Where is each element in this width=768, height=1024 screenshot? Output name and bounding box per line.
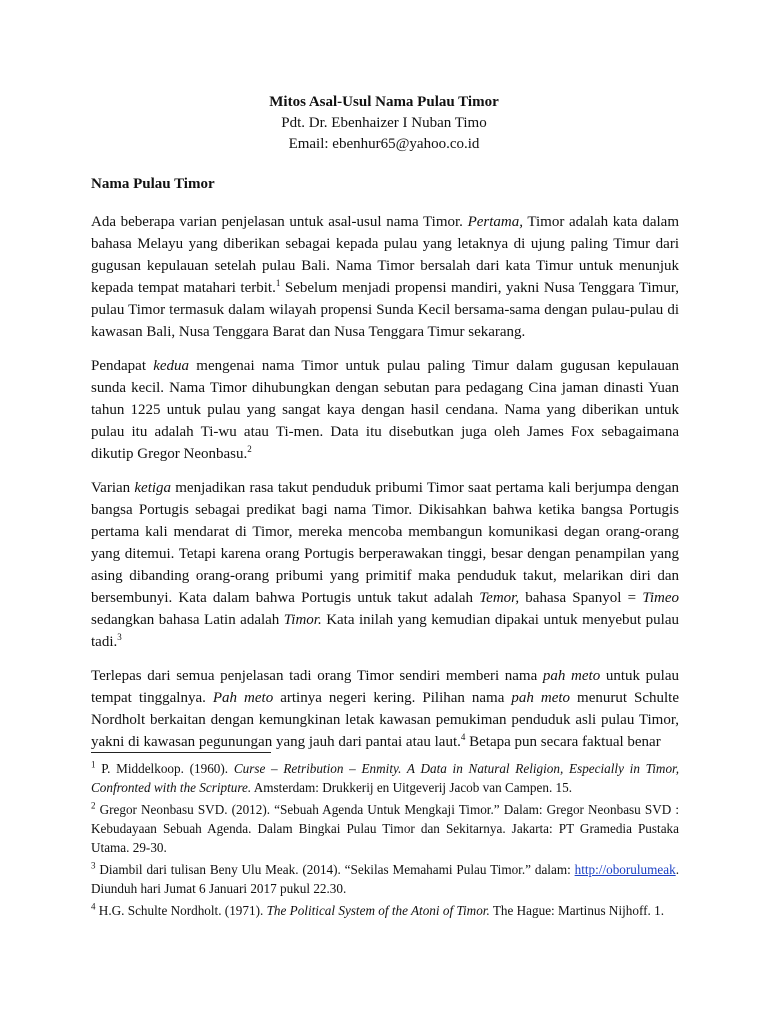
text-run: menurut Schulte Nordholt berkaitan dengan kemungkinan letak kawasan pemukiman penduduk asli pulau Timor, yakni di kawasan pegunungan yang jauh dari pantai atau laut. bbox=[91, 690, 680, 750]
section-heading: Nama Pulau Timor bbox=[91, 176, 215, 192]
text-run: Ada beberapa varian penjelasan untuk asal-usul nama Timor. bbox=[91, 214, 468, 230]
author-email: Email: ebenhur65@yahoo.co.id bbox=[288, 136, 480, 152]
text-run: artinya negeri kering. Pilihan nama bbox=[273, 690, 512, 706]
paragraph-1 bbox=[91, 211, 679, 343]
footnote-number: 1 bbox=[91, 759, 96, 770]
footnote-3 bbox=[91, 860, 679, 898]
italic-run: pah meto bbox=[511, 690, 571, 706]
text-run: Sebelum menjadi propensi mandiri, yakni Nusa Tenggara Timur, pulau Timor termasuk dalam wilayah propensi Sunda Kecil bersama-sama dengan pulau-pulau di kawasan Bali, Nusa Tenggara Barat dan Nusa Tenggara Timur sekarang. bbox=[91, 280, 679, 340]
text-run: Kata inilah yang kemudian dipakai untuk menyebut pulau tadi. bbox=[91, 612, 680, 650]
text-run: sedangkan bahasa Latin adalah bbox=[91, 612, 284, 628]
footnote-4 bbox=[91, 901, 679, 920]
footnote-1 bbox=[91, 759, 679, 797]
body-text bbox=[91, 211, 679, 765]
document-title: Mitos Asal-Usul Nama Pulau Timor bbox=[269, 94, 499, 110]
footnote-2 bbox=[91, 800, 679, 857]
footnote-number: 4 bbox=[91, 901, 96, 912]
text-run: Betapa pun secara faktual benar bbox=[465, 734, 661, 750]
paragraph-3 bbox=[91, 477, 679, 653]
footnote-ref-1[interactable]: 1 bbox=[275, 278, 281, 288]
text-run: P. Middelkoop. (1960). bbox=[95, 761, 234, 776]
text-run: Amsterdam: Drukkerij en Uitgeverij Jacob van Campen. 15. bbox=[251, 780, 573, 795]
text-run: Pendapat bbox=[91, 358, 154, 374]
text-run: The Hague: Martinus Nijhoff. 1. bbox=[489, 903, 665, 918]
text-run: . Diunduh hari Jumat 6 Januari 2017 pukul 22.30. bbox=[91, 862, 679, 896]
italic-run: Timor. bbox=[283, 612, 322, 628]
source-link[interactable]: http://oborulumeak bbox=[574, 862, 676, 877]
italic-run: pah meto bbox=[542, 668, 601, 684]
footnote-number: 3 bbox=[91, 860, 96, 871]
footnote-ref-3[interactable]: 3 bbox=[117, 632, 122, 642]
paragraph-4 bbox=[91, 665, 679, 753]
italic-run: ketiga bbox=[134, 480, 172, 496]
text-run: bahasa Spanyol = bbox=[519, 590, 643, 606]
text-run: Varian bbox=[91, 480, 135, 496]
author-name: Pdt. Dr. Ebenhaizer I Nuban Timo bbox=[281, 115, 487, 131]
footnote-ref-2[interactable]: 2 bbox=[247, 444, 252, 454]
italic-run: kedua bbox=[153, 358, 190, 374]
document-header bbox=[0, 92, 768, 155]
text-run: menjadikan rasa takut penduduk pribumi Timor saat pertama kali berjumpa dengan bangsa Portugis sebagai predikat bagi nama Timor. Dikisahkan bahwa ketika bangsa Portugis pertama kali mendarat di Timor, mereka mencoba membangun komunikasi degan orang-orang yang ditemui. Tetapi karena orang Portugis berperawakan tinggi, besar dengan penampilan yang asing dibanding orang-orang pribumi yang primitif maka penduduk takut, melarikan diri dan bersembunyi. Kata dalam bahwa Portugis untuk takut adalah bbox=[91, 480, 679, 606]
footnote-divider bbox=[91, 752, 271, 753]
text-run: untuk pulau tempat tinggalnya. bbox=[91, 668, 679, 706]
footnotes bbox=[91, 759, 679, 923]
text-run: mengenai nama Timor untuk pulau paling Timur dalam gugusan kepulauan sunda kecil. Nama Timor dihubungkan dengan sebutan para pedagang Cina jaman dinasti Yuan tahun 1225 untuk pulau yang sangat kaya dengan hasil cendana. Nama yang diberikan untuk pulau itu adalah Ti-wu atau Ti-men. Data itu disebutkan juga oleh James Fox sebagaimana dikutip Gregor Neonbasu. bbox=[91, 358, 679, 462]
italic-run: Pah meto bbox=[212, 690, 274, 706]
text-run: Timor adalah kata dalam bahasa Melayu yang diberikan sebagai kepada pulau yang letaknya di ujung paling Timur dari gugusan kepulauan setelah pulau Bali. Nama Timor bersalah dari kata Timur untuk menunjuk kepada tempat matahari terbit. bbox=[91, 214, 679, 296]
text-run: Gregor Neonbasu SVD. (2012). “Sebuah Agenda Untuk Mengkaji Timor.” Dalam: Gregor Neonbasu SVD : Kebudayaan Sebuah Agenda. Dalam Bingkai Pulau Timor dan Sekitarnya. Jakarta: PT Gramedia Pustaka Utama. 29-30. bbox=[91, 802, 679, 855]
italic-run: Pertama, bbox=[467, 214, 523, 230]
italic-run: Timeo bbox=[642, 590, 679, 606]
footnote-ref-4[interactable]: 4 bbox=[460, 732, 466, 742]
italic-run: Temor, bbox=[479, 590, 520, 606]
text-run: Diambil dari tulisan Beny Ulu Meak. (2014). “Sekilas Memahami Pulau Timor.” dalam: bbox=[95, 862, 575, 877]
paragraph-2 bbox=[91, 355, 679, 465]
text-run: H.G. Schulte Nordholt. (1971). bbox=[95, 903, 267, 918]
italic-run: The Political System of the Atoni of Timor. bbox=[266, 903, 490, 918]
footnote-number: 2 bbox=[91, 800, 96, 811]
italic-run: Curse – Retribution – Enmity. A Data in Natural Religion, Especially in Timor, Confronted with the Scripture. bbox=[91, 761, 680, 795]
text-run: Terlepas dari semua penjelasan tadi orang Timor sendiri memberi nama bbox=[91, 668, 543, 684]
